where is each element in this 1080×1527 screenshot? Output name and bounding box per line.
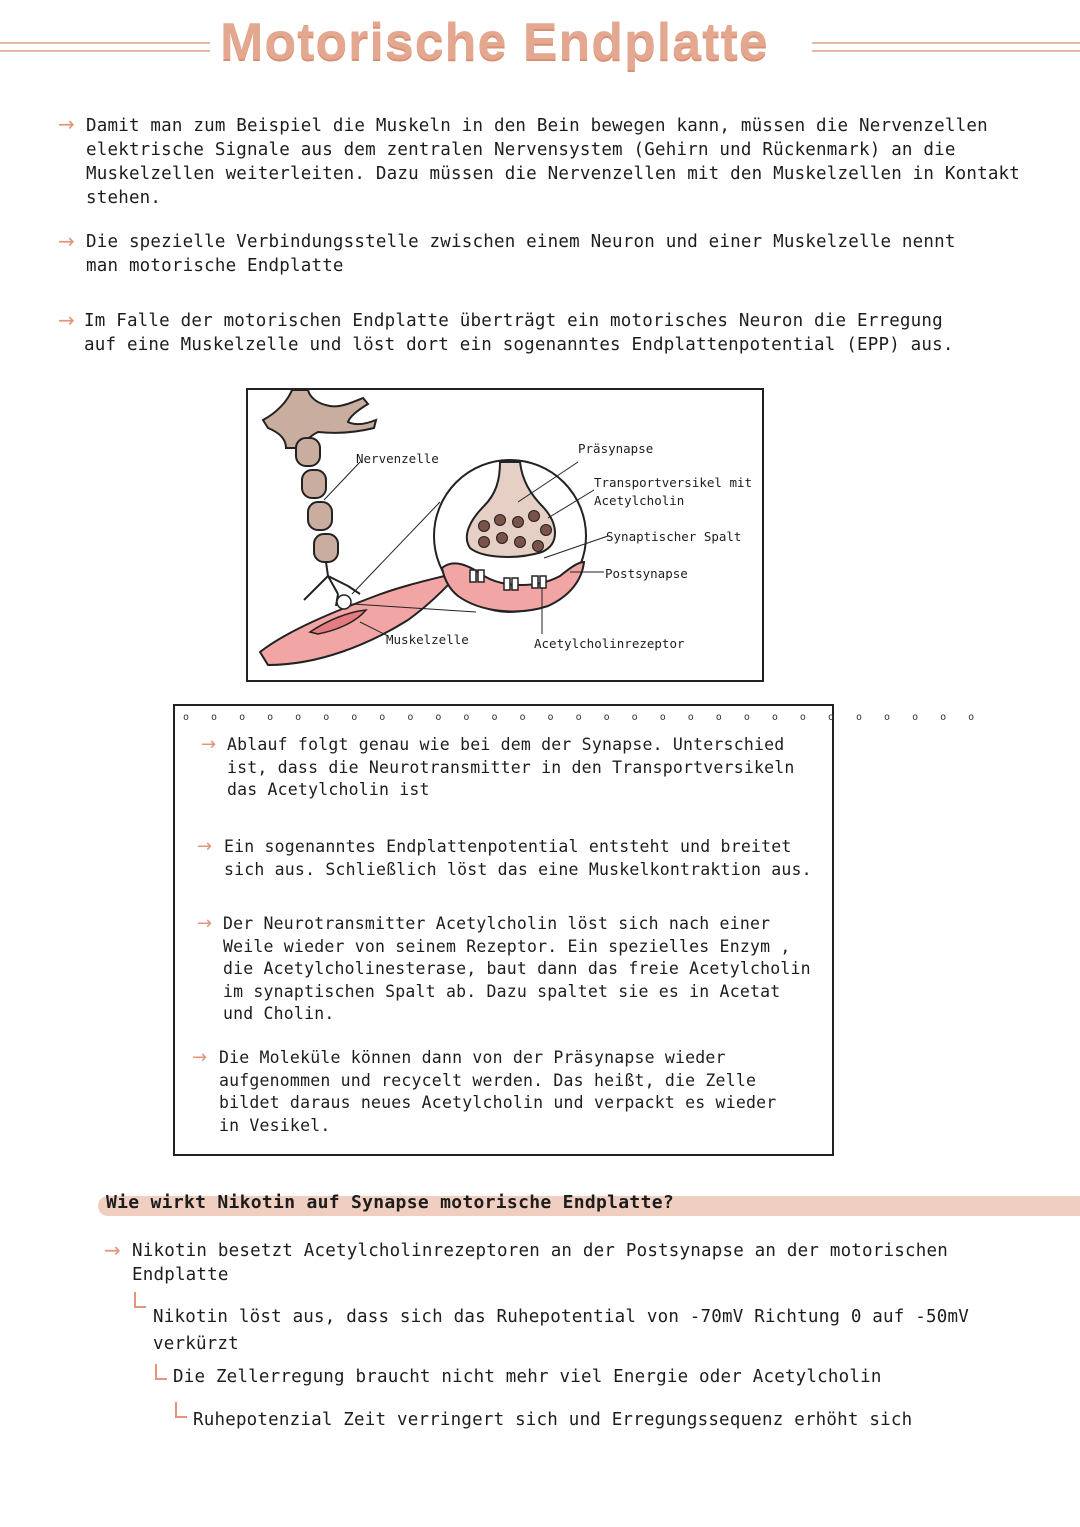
title-rule-right-1 — [812, 42, 1080, 44]
text-line: Im Falle der motorischen Endplatte überträgt ein motorisches Neuron die Erregung — [84, 311, 943, 331]
arrow-icon: → — [197, 913, 213, 934]
nicotine-sub-2: Die Zellerregung braucht nicht mehr viel Energie oder Acetylcholin — [173, 1367, 882, 1387]
process-notes-box — [173, 704, 983, 1156]
text-line: und Cholin. — [223, 1004, 335, 1023]
dotted-border-decoration: o o o o o o o o o o o o o o o o o o o o o o o o o o o o o — [183, 712, 983, 723]
text-line: aufgenommen und recycelt werden. Das heißt, die Zelle — [219, 1070, 757, 1090]
intro-paragraph-1 — [86, 114, 1036, 210]
myelin-segment — [314, 534, 338, 562]
text-line: das Acetylcholin ist — [227, 780, 430, 799]
text-line: Nikotin besetzt Acetylcholinrezeptoren an der Postsynapse an der motorischen — [132, 1241, 948, 1261]
label-praesynapse: Präsynapse — [578, 441, 654, 456]
label-postsynapse: Postsynapse — [605, 566, 688, 581]
myelin-segment — [308, 502, 332, 530]
text-line: Ein sogenanntes Endplattenpotential entsteht und breitet — [224, 837, 792, 856]
text-line: Ablauf folgt genau wie bei dem der Synapse. Unterschied — [227, 735, 785, 754]
text-line: Weile wieder von seinem Rezeptor. Ein spezielles Enzym , — [223, 936, 791, 956]
intro-paragraph-3 — [84, 309, 1044, 357]
note-3 — [223, 913, 829, 1026]
text-line: in Vesikel. — [219, 1115, 331, 1135]
terminal-bouton — [337, 595, 351, 609]
nicotine-main — [132, 1239, 1062, 1287]
text-line: stehen. — [86, 188, 162, 208]
nicotine-sub-3: Ruhepotenzial Zeit verringert sich und Erregungssequenz erhöht sich — [193, 1410, 913, 1430]
sub-arrow-icon — [134, 1292, 146, 1308]
text-line: Die spezielle Verbindungsstelle zwischen einem Neuron und einer Muskelzelle nennt — [86, 232, 956, 252]
axon-terminal — [304, 562, 360, 606]
text-line: auf eine Muskelzelle und löst dort ein sogenanntes Endplattenpotential (EPP) aus. — [84, 335, 954, 355]
arrow-icon: → — [201, 734, 217, 755]
note-1 — [227, 734, 827, 802]
label-nervenzelle: Nervenzelle — [356, 451, 439, 466]
text-line: bildet daraus neues Acetylcholin und verpackt es wieder — [219, 1093, 777, 1112]
text-line: Die Moleküle können dann von der Präsynapse wieder — [219, 1048, 726, 1067]
nicotine-sub-1 — [153, 1304, 1053, 1358]
synapse-diagram — [246, 388, 764, 682]
sub-arrow-icon — [155, 1364, 167, 1380]
arrow-icon: → — [58, 308, 75, 332]
arrow-icon: → — [104, 1238, 121, 1262]
text-line: Muskelzellen weiterleiten. Dazu müssen die Nervenzellen mit den Muskelzellen in Kontakt — [86, 164, 1021, 184]
text-line: ist, dass die Neurotransmitter in den Transportversikeln — [227, 757, 795, 777]
nerve-cell-body — [263, 390, 376, 448]
arrow-icon: → — [58, 229, 75, 253]
sub-arrow-icon — [175, 1402, 187, 1418]
text-line: Damit man zum Beispiel die Muskeln in den Bein bewegen kann, müssen die Nervenzellen — [86, 116, 988, 136]
arrow-icon: → — [197, 836, 213, 857]
text-line: Nikotin löst aus, dass sich das Ruhepotential von -70mV Richtung 0 auf -50mV — [153, 1307, 969, 1327]
text-line: elektrische Signale aus dem zentralen Nervensystem (Gehirn und Rückenmark) an die — [86, 140, 956, 160]
nicotine-heading: Wie wirkt Nikotin auf Synapse motorische Endplatte? — [106, 1192, 674, 1213]
text-line: man motorische Endplatte — [86, 256, 344, 276]
note-4 — [219, 1047, 829, 1137]
intro-paragraph-2 — [86, 230, 1036, 278]
label-transportvesikel-1: Transportversikel mit — [594, 475, 753, 490]
title-rule-right-2 — [812, 50, 1080, 52]
arrow-icon: → — [58, 112, 75, 136]
text-line: Endplatte — [132, 1265, 229, 1285]
label-muskelzelle: Muskelzelle — [386, 632, 469, 647]
label-spalt: Synaptischer Spalt — [606, 529, 742, 544]
arrow-icon: → — [192, 1047, 208, 1068]
title-area — [0, 10, 1080, 80]
title-rule-left-2 — [0, 50, 210, 52]
page-title: Motorische Endplatte — [220, 13, 769, 71]
text-line: verkürzt — [153, 1334, 239, 1354]
note-2 — [224, 836, 829, 881]
myelin-segment — [296, 438, 320, 466]
label-rezeptor: Acetylcholinrezeptor — [534, 636, 685, 651]
text-line: sich aus. Schließlich löst das eine Muskelkontraktion aus. — [224, 859, 812, 879]
myelin-segment — [302, 470, 326, 498]
text-line: im synaptischen Spalt ab. Dazu spaltet sie es in Acetat — [223, 981, 781, 1001]
title-rule-left-1 — [0, 42, 210, 44]
label-transportvesikel-2: Acetylcholin — [594, 493, 685, 508]
text-line: die Acetylcholinesterase, baut dann das freie Acetylcholin — [223, 959, 811, 978]
text-line: Der Neurotransmitter Acetylcholin löst sich nach einer — [223, 914, 771, 933]
